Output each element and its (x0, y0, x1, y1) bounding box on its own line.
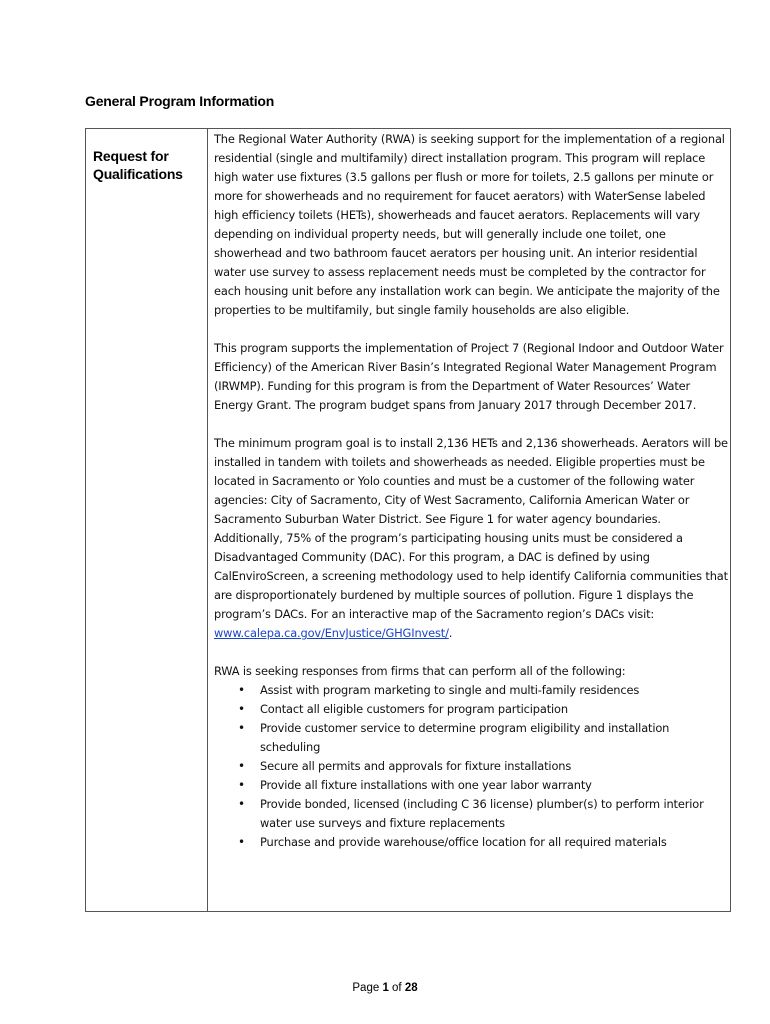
info-table (85, 128, 731, 912)
list-item: • Secure all permits and approvals for fixture installations (260, 757, 730, 776)
page-prefix: Page (352, 982, 383, 994)
page-footer (0, 982, 770, 994)
page-current: 1 (382, 982, 389, 994)
requirements-list (214, 681, 730, 852)
paragraph-intro: The Regional Water Authority (RWA) is seeking support for the implementation of a regional residential (single and multifamily) direct installation program. This program will replace high water use fixtures (3.5 gallons per flush or more for toilets, 2.5 gallons per minute or more for showerheads and no requirement for faucet aerators) with WaterSense labeled high efficiency toilets (HETs), showerheads and faucet aerators. Replacements will vary depending on individual property needs, but will generally include one toilet, one showerhead and two bathroom faucet aerators per housing unit. An interior residential water use survey to assess replacement needs must be completed by the contractor for each housing unit before any installation work can begin. We anticipate the majority of the properties to be multifamily, but single family households are also eligible. (214, 132, 725, 317)
table-row-label: Request for Qualifications (93, 148, 183, 182)
paragraph-goals (214, 434, 730, 643)
page-of: of (388, 982, 405, 994)
page-total: 28 (404, 982, 418, 994)
list-item: • Contact all eligible customers for program participation (260, 700, 730, 719)
table-row-content (214, 130, 730, 852)
paragraph-goals-text: The minimum program goal is to install 2,136 HETs and 2,136 showerheads. Aerators will be installed in tandem with toilets and showerheads as needed. Eligible properties must be located in Sacramento or Yolo counties and must be a customer of the following water agencies: City of Sacramento, City of West Sacramento, California American Water or Sacramento Suburban Water District. See Figure 1 for water agency boundaries. Additionally, 75% of the program’s participating housing units must be considered a Disadvantaged Community (DAC). For this program, a DAC is defined by using CalEnviroScreen, a screening methodology used to help identify California communities that are disproportionately burdened by multiple sources of pollution. Figure 1 displays the program’s DACs. For an interactive map of the Sacramento region’s DACs visit: (214, 436, 728, 621)
list-item: • Purchase and provide warehouse/office location for all required materials (260, 833, 730, 852)
list-item: • Provide bonded, licensed (including C 36 license) plumber(s) to perform interior water use surveys and fixture replacements (260, 795, 730, 833)
section-heading: General Program Information (85, 93, 275, 109)
list-intro: RWA is seeking responses from firms that can perform all of the following: (214, 664, 626, 678)
link-suffix: . (448, 626, 453, 640)
paragraph-funding: This program supports the implementation of Project 7 (Regional Indoor and Outdoor Water Efficiency) of the American River Basin’s Integrated Regional Water Management Program (IRWMP). Funding for this program is from the Department of Water Resources’ Water Energy Grant. The program budget spans from January 2017 through December 2017. (214, 341, 724, 412)
list-item: • Assist with program marketing to single and multi-family residences (260, 681, 730, 700)
list-item: • Provide customer service to determine program eligibility and installation scheduling (260, 719, 730, 757)
column-divider (207, 129, 208, 911)
dac-map-link[interactable]: www.calepa.ca.gov/EnvJustice/GHGInvest/ (214, 626, 449, 640)
list-item: • Provide all fixture installations with one year labor warranty (260, 776, 730, 795)
